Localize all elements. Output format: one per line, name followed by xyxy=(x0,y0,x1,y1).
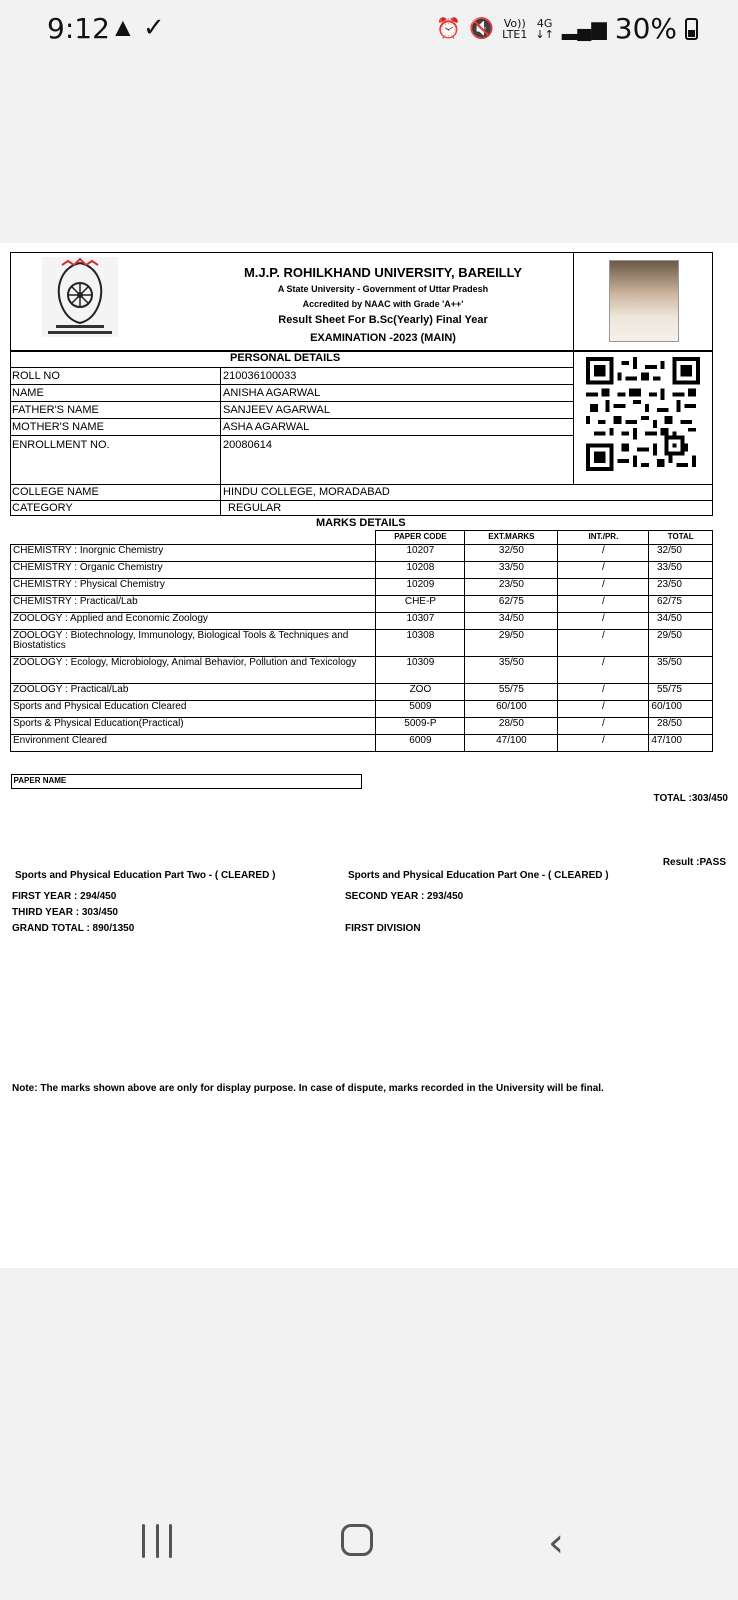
clock: 9:12 xyxy=(47,12,110,45)
marks-details-title: MARKS DETAILS xyxy=(316,517,406,529)
table-row: ZOOLOGY : Applied and Economic Zoology 10307 34/50 / 34/50 xyxy=(11,613,713,630)
label-college-name: COLLEGE NAME xyxy=(12,486,99,498)
value-roll-no: 210036100033 xyxy=(223,370,297,382)
header-total: TOTAL xyxy=(649,531,713,545)
volte-indicator: Vo)) LTE1 xyxy=(502,16,528,41)
sports-part-one: Sports and Physical Education Part One - ( CLEARED ) xyxy=(348,870,609,881)
battery-percent: 30% xyxy=(614,12,677,45)
warning-icon: ▲ xyxy=(110,12,136,42)
table-row: Environment Cleared 6009 47/100 / 47/100 xyxy=(11,735,713,752)
recent-apps-icon[interactable] xyxy=(142,1524,172,1558)
result-sheet-title: Result Sheet For B.Sc(Yearly) Final Year xyxy=(278,314,488,326)
sports-part-two: Sports and Physical Education Part Two - ( CLEARED ) xyxy=(15,870,276,881)
table-row: Sports & Physical Education(Practical) 5009-P 28/50 / 28/50 xyxy=(11,718,713,735)
check-icon: ✓ xyxy=(142,12,165,42)
personal-details-title: PERSONAL DETAILS xyxy=(230,352,341,364)
total-marks: TOTAL :303/450 xyxy=(653,793,728,804)
marks-header-row xyxy=(11,531,713,545)
value-name: ANISHA AGARWAL xyxy=(223,387,321,399)
label-category: CATEGORY xyxy=(12,502,73,514)
header-paper-code: PAPER CODE xyxy=(376,531,465,545)
university-name: M.J.P. ROHILKHAND UNIVERSITY, BAREILLY xyxy=(243,265,523,280)
disclaimer-note: Note: The marks shown above are only for display purpose. In case of dispute, marks recorded in the University will be final. xyxy=(12,1083,604,1094)
value-enrollment-no: 20080614 xyxy=(223,439,272,451)
result-status: Result :PASS xyxy=(662,857,726,868)
back-icon[interactable]: ‹ xyxy=(548,1520,564,1566)
table-row: CHEMISTRY : Physical Chemistry 10209 23/50 / 23/50 xyxy=(11,579,713,596)
table-row: CHEMISTRY : Practical/Lab CHE-P 62/75 / 62/75 xyxy=(11,596,713,613)
label-name: NAME xyxy=(12,387,44,399)
student-photo xyxy=(609,260,679,342)
header-paper-name: PAPER NAME xyxy=(11,774,362,789)
university-logo xyxy=(42,257,118,337)
table-row: CHEMISTRY : Inorgnic Chemistry 10207 32/50 / 32/50 xyxy=(11,545,713,562)
alarm-icon: ⏰ xyxy=(436,18,462,40)
label-roll-no: ROLL NO xyxy=(12,370,60,382)
signal-icon: ▂▄▆ xyxy=(561,18,607,40)
second-year-marks: SECOND YEAR : 293/450 xyxy=(345,891,464,902)
label-father-name: FATHER'S NAME xyxy=(12,404,99,416)
label-enrollment-no: ENROLLMENT NO. xyxy=(12,439,110,451)
value-mother-name: ASHA AGARWAL xyxy=(223,421,310,433)
third-year-marks: THIRD YEAR : 303/450 xyxy=(12,907,118,918)
table-row: ZOOLOGY : Biotechnology, Immunology, Biological Tools & Techniques and Biostatistics 10308 29/50 / 29/50 xyxy=(11,630,713,657)
label-mother-name: MOTHER'S NAME xyxy=(12,421,104,433)
qr-code xyxy=(586,357,700,471)
table-row: ZOOLOGY : Ecology, Microbiology, Animal Behavior, Pollution and Texicology 10309 35/50 / 35/50 xyxy=(11,657,713,684)
division: FIRST DIVISION xyxy=(345,923,421,934)
grand-total: GRAND TOTAL : 890/1350 xyxy=(12,923,135,934)
first-year-marks: FIRST YEAR : 294/450 xyxy=(12,891,117,902)
university-status: A State University - Government of Uttar Pradesh xyxy=(277,284,489,294)
table-row: ZOOLOGY : Practical/Lab ZOO 55/75 / 55/75 xyxy=(11,684,713,701)
status-bar xyxy=(0,0,738,50)
examination-title: EXAMINATION -2023 (MAIN) xyxy=(310,332,456,344)
battery-icon xyxy=(685,18,698,40)
marks-table xyxy=(10,530,713,785)
value-father-name: SANJEEV AGARWAL xyxy=(223,404,330,416)
home-icon[interactable] xyxy=(341,1524,373,1556)
value-category: REGULAR xyxy=(228,502,282,514)
table-row: CHEMISTRY : Organic Chemistry 10208 33/50 / 33/50 xyxy=(11,562,713,579)
table-row: Sports and Physical Education Cleared 5009 60/100 / 60/100 xyxy=(11,701,713,718)
header-ext-marks: EXT.MARKS xyxy=(465,531,558,545)
mute-icon: 🔇 xyxy=(469,18,495,40)
header-int-pr: INT./PR. xyxy=(558,531,649,545)
network-type: 4G ↓↑ xyxy=(535,16,554,41)
accreditation: Accredited by NAAC with Grade 'A++' xyxy=(302,299,464,309)
value-college-name: HINDU COLLEGE, MORADABAD xyxy=(223,486,390,498)
